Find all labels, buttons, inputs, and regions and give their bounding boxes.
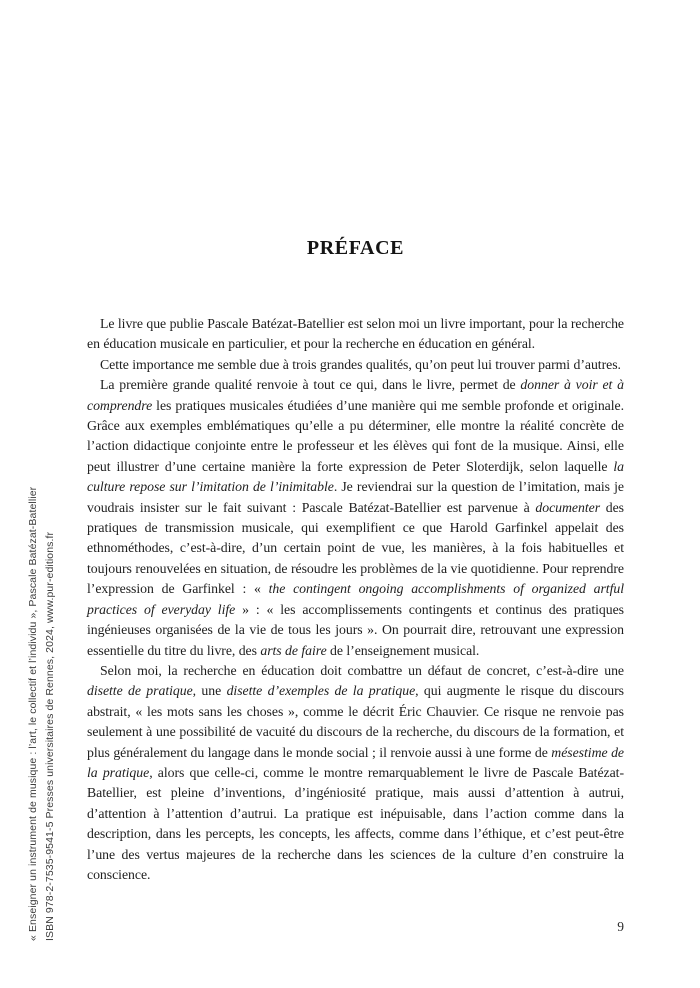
paragraph [87, 661, 624, 885]
text-segment: » : « les accomplissements contingents et continus des pratiques ingénieuses organisées de la vie de tous les jours ». On pourrait dire, retrouvant une expression essentielle du titre du livre, des [87, 601, 624, 658]
page-title: PRÉFACE [306, 237, 405, 259]
text-segment: , qui augmente le risque du discours abstrait, « les mots sans les choses », comme le décrit Éric Chauvier. Ce risque ne renvoie pas seulement à une possibilité de vacuité du discours de la recherche, du discours de la formation, et plus généralement du langage dans le monde social ; il renvoie aussi à une forme de [87, 683, 624, 760]
italic-text-segment: la culture repose sur l’imitation de l’inimitable [87, 458, 624, 495]
page-number: 9 [617, 919, 624, 934]
text-segment: La première grande qualité renvoie à tout ce qui, dans le livre, permet de [100, 377, 521, 393]
spine-isbn-publisher: ISBN 978-2-7535-9541-5 Presses universitaires de Rennes, 2024, www.pur-editions.fr [44, 531, 56, 941]
italic-text-segment: arts de faire [260, 642, 327, 658]
text-segment: , une [192, 683, 227, 699]
italic-text-segment: donner à voir et à comprendre [87, 377, 624, 413]
italic-text-segment: documenter [535, 499, 601, 515]
spine-book-title: « Enseigner un instrument de musique : l’art, le collectif et l’individu », Pascale Batézat-Batellier [27, 486, 39, 941]
paragraph [87, 314, 624, 355]
text-segment: , alors que celle-ci, comme le montre remarquablement le livre de Pascale Batézat-Batellier, est pleine d’inventions, d’ingéniosité pratique, mais aussi d’attention à autrui, d’attention à l’attention d’autrui. La pratique est inépuisable, dans l’action comme dans la description, dans les percepts, les concepts, les affects, comme dans l’éthique, et c’est peut-être l’une des vertus majeures de la recherche dans les sciences de la culture d’en construire la conscience. [87, 764, 624, 882]
text-segment: Selon moi, la recherche en éducation doit combattre un défaut de concret, c’est-à-dire une [100, 662, 624, 678]
italic-text-segment: disette de pratique [87, 683, 193, 699]
italic-text-segment: mésestime de la pratique [87, 744, 624, 780]
text-segment: Cette importance me semble due à trois grandes qualités, qu’on peut lui trouver parmi d’autres. [100, 356, 621, 372]
text-segment: des pratiques de transmission musicale, qui exemplifient ce que Harold Garfinkel appelait des ethnométhodes, c’est-à-dire, d’un certain point de vue, les manières, à la fois habituelles et toujours renouvelées en situation, de résoudre les problèmes de la vie quotidienne. Pour reprendre l’expression de Garfinkel : « [87, 499, 624, 597]
text-segment: . Je reviendrai sur la question de l’imitation, mais je voudrais insister sur le fait suivant : Pascale Batézat-Batellier est parvenue à [87, 479, 624, 515]
preface-body [87, 314, 624, 885]
paragraph [87, 375, 624, 661]
text-segment: Le livre que publie Pascale Batézat-Batellier est selon moi un livre important, pour la recherche en éducation musicale en particulier, et pour la recherche en éducation en général. [87, 316, 624, 352]
text-segment: de l’enseignement musical. [326, 642, 480, 658]
paragraph [87, 355, 624, 375]
italic-text-segment: disette d’exemples de la pratique [226, 683, 416, 699]
page-content [87, 0, 624, 885]
text-segment: les pratiques musicales étudiées d’une manière qui me semble profonde et originale. Grâce aux exemples emblématiques qu’elle a pu déterminer, elle montre la réalité concrète de l’action didactique conjointe entre le professeur et les élèves qui font de la musique. Ainsi, elle peut illustrer d’une certaine manière la forte expression de Peter Sloterdijk, selon laquelle [87, 397, 624, 474]
italic-text-segment: the contingent ongoing accomplishments of organized artful practices of everyday life [87, 581, 624, 617]
copyright-spine [25, 421, 59, 941]
